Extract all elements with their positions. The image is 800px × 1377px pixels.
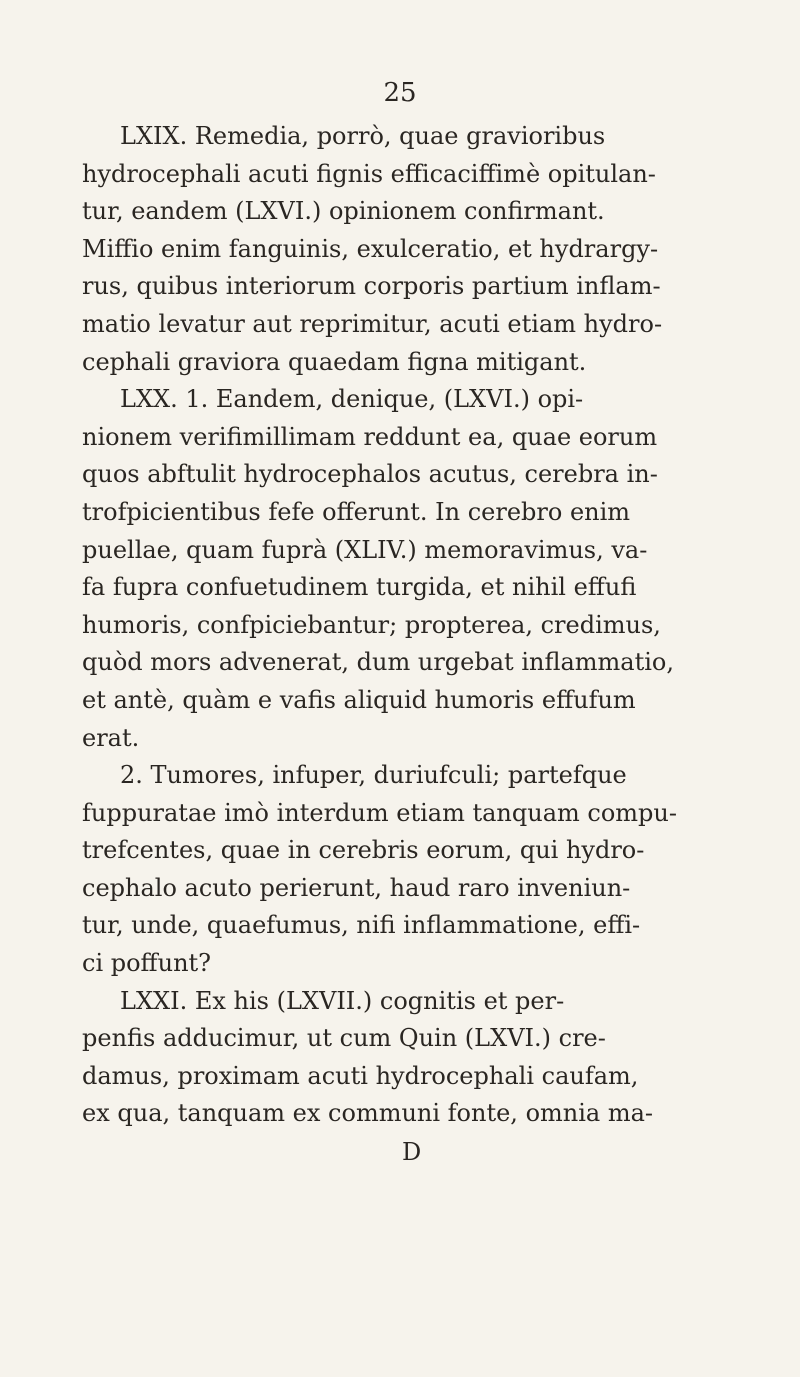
- catchword: D: [402, 1138, 422, 1167]
- text-line: tur, unde, quaefumus, nifi inflammatione, effi-: [82, 911, 641, 940]
- text-line: trofpicientibus fefe offerunt. In cerebro enim: [82, 497, 631, 526]
- text-line: puellae, quam fuprà (XLIV.) memoravimus, va-: [82, 535, 648, 564]
- text-line: quos abftulit hydrocephalos acutus, cerebra in-: [82, 460, 658, 489]
- text-line: quòd mors advenerat, dum urgebat inflammatio,: [82, 648, 674, 677]
- text-line: penfis adducimur, ut cum Quin (LXVI.) cre-: [82, 1024, 606, 1053]
- text-line: LXXI. Ex his (LXVII.) cognitis et per-: [120, 986, 565, 1015]
- text-line: erat.: [82, 723, 140, 752]
- text-line: humoris, confpiciebantur; propterea, credimus,: [82, 610, 661, 639]
- text-line: nionem verifimillimam reddunt ea, quae eorum: [82, 422, 658, 451]
- text-line: LXIX. Remedia, porrò, quae gravioribus: [120, 122, 606, 150]
- text-line: tur, eandem (LXVI.) opinionem confirmant.: [82, 197, 605, 226]
- page-number: 25: [383, 78, 417, 108]
- text-line: 2. Tumores, infuper, duriufculi; partefque: [120, 761, 627, 790]
- text-line: fa fupra confuetudinem turgida, et nihil effufi: [82, 573, 637, 602]
- text-line: matio levatur aut reprimitur, acuti etiam hydro-: [82, 309, 663, 338]
- text-line: LXX. 1. Eandem, denique, (LXVI.) opi-: [120, 385, 584, 414]
- text-line: fuppuratae imò interdum etiam tanquam compu-: [82, 798, 677, 827]
- text-line: cephali graviora quaedam figna mitigant.: [82, 347, 587, 376]
- text-line: et antè, quàm e vafis aliquid humoris effufum: [82, 685, 636, 714]
- text-line: cephalo acuto perierunt, haud raro inveniun-: [82, 873, 631, 902]
- text-line: hydrocephali acuti fignis efficaciffimè opitulan-: [82, 159, 656, 188]
- body-text: [82, 118, 722, 1171]
- text-line: trefcentes, quae in cerebris eorum, qui hydro-: [82, 836, 645, 865]
- text-line: damus, proximam acuti hydrocephali caufam,: [82, 1061, 639, 1090]
- text-line: rus, quibus interiorum corporis partium inflam-: [82, 272, 661, 301]
- text-line: ci poffunt?: [82, 949, 212, 978]
- text-line: ex qua, tanquam ex communi fonte, omnia ma-: [82, 1099, 654, 1128]
- text-line: Miffio enim fanguinis, exulceratio, et hydrargy-: [82, 234, 659, 263]
